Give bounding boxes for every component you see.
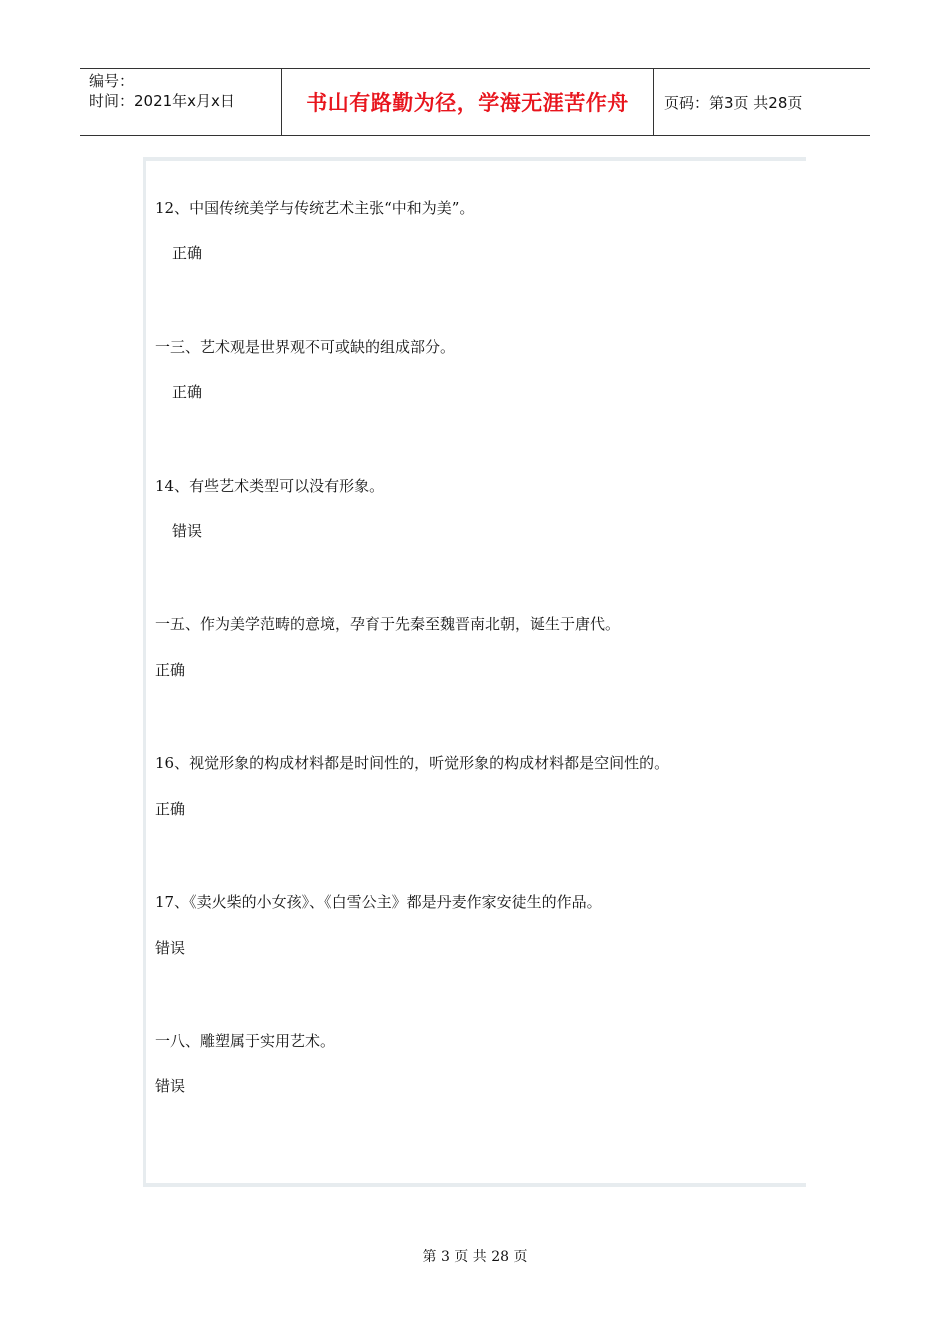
question-17: 17、《卖火柴的小女孩》、《白雪公主》都是丹麦作家安徒生的作品。: [155, 893, 602, 911]
number-label: 编号：: [89, 72, 135, 90]
answer-17: 错误: [155, 939, 186, 957]
answer-14: 错误: [172, 522, 203, 540]
footer-page-number: 第 3 页 共 28 页: [422, 1249, 528, 1265]
answer-18: 错误: [155, 1077, 186, 1095]
question-18: 一八、雕塑属于实用艺术。: [155, 1032, 336, 1050]
answer-16: 正确: [155, 800, 186, 818]
motto: 书山有路勤为径，学海无涯苦作舟: [306, 91, 629, 115]
question-13: 一三、艺术观是世界观不可或缺的组成部分。: [155, 338, 456, 356]
page-header: [80, 68, 870, 136]
question-15: 一五、作为美学范畴的意境，孕育于先秦至魏晋南北朝，诞生于唐代。: [155, 615, 621, 633]
question-12: 12、中国传统美学与传统艺术主张“中和为美”。: [155, 199, 475, 217]
time-label: 时间：2021年x月x日: [89, 92, 235, 110]
page-info: 页码：第3页 共28页: [664, 93, 803, 112]
header-motto-cell: [281, 69, 654, 135]
answer-15: 正确: [155, 661, 186, 679]
answer-13: 正确: [172, 383, 203, 401]
answer-12: 正确: [172, 244, 203, 262]
header-page-info-cell: [654, 69, 870, 135]
page-footer: [0, 1247, 950, 1267]
question-14: 14、有些艺术类型可以没有形象。: [155, 477, 385, 495]
header-meta: [80, 69, 281, 135]
question-16: 16、视觉形象的构成材料都是时间性的，听觉形象的构成材料都是空间性的。: [155, 754, 670, 772]
